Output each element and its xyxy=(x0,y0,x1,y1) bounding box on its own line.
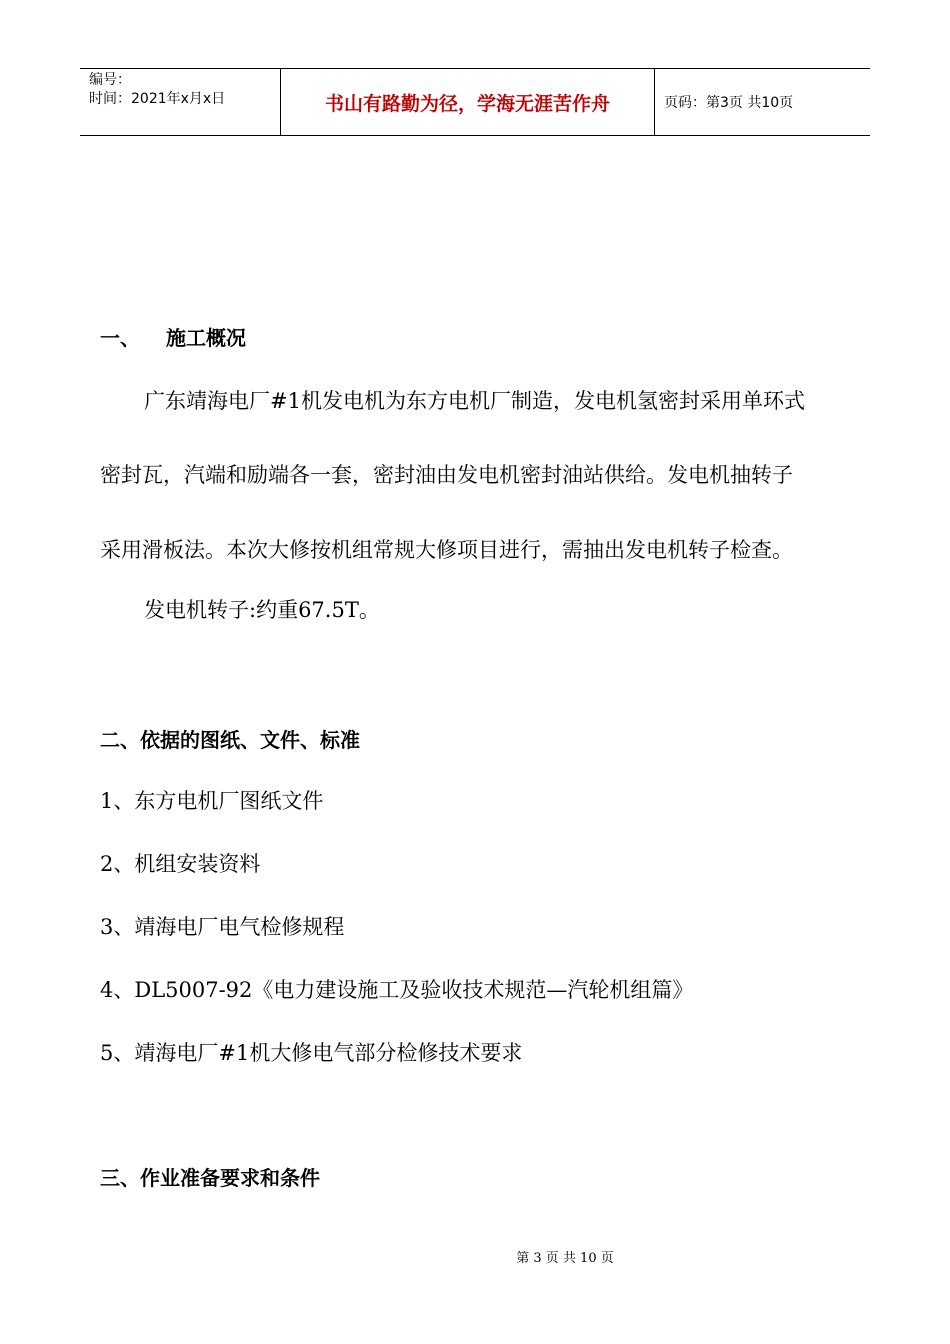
reference-item: 5、靖海电厂#1机大修电气部分检修技术要求 xyxy=(100,1041,523,1065)
reference-item: 1、东方电机厂图纸文件 xyxy=(100,789,324,813)
section-2-title: 二、依据的图纸、文件、标准 xyxy=(100,728,360,752)
document-time: 时间：2021年x月x日 xyxy=(89,91,226,107)
page-footer: 第 3 页 共 10 页 xyxy=(516,1251,614,1266)
header-page-info: 页码：第3页 共10页 xyxy=(664,95,794,111)
section-1-title: 施工概况 xyxy=(166,326,246,350)
reference-item: 3、靖海电厂电气检修规程 xyxy=(100,915,345,939)
page-header xyxy=(80,68,870,136)
reference-item: 4、DL5007-92《电力建设施工及验收技术规范—汽轮机组篇》 xyxy=(100,978,694,1002)
header-motto: 书山有路勤为径，学海无涯苦作舟 xyxy=(281,69,655,135)
section-1-rotor-weight: 发电机转子:约重67.5T。 xyxy=(144,598,380,622)
section-1-paragraph-line: 采用滑板法。本次大修按机组常规大修项目进行，需抽出发电机转子检查。 xyxy=(100,538,793,562)
document-number-label: 编号： xyxy=(89,72,131,88)
section-1-paragraph-line: 广东靖海电厂#1机发电机为东方电机厂制造，发电机氢密封采用单环式 xyxy=(144,389,805,413)
section-3-title: 三、作业准备要求和条件 xyxy=(100,1166,320,1190)
section-1-paragraph-line: 密封瓦，汽端和励端各一套，密封油由发电机密封油站供给。发电机抽转子 xyxy=(100,463,793,487)
section-1-number: 一、 xyxy=(100,326,140,350)
reference-item: 2、机组安装资料 xyxy=(100,852,261,876)
header-meta xyxy=(80,69,281,135)
